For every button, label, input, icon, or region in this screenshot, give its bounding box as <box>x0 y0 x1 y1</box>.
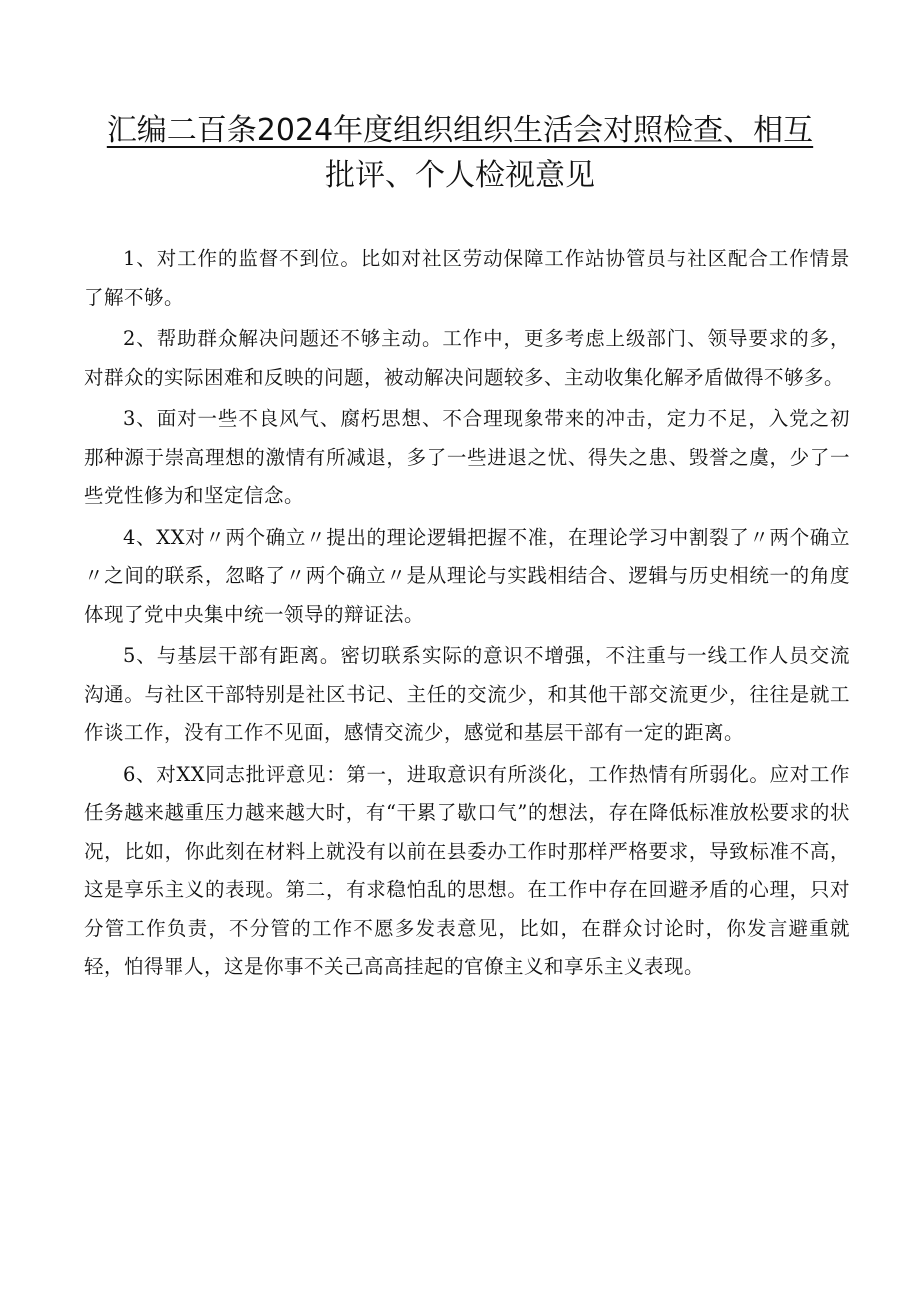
paragraph-1: 1、对工作的监督不到位。比如对社区劳动保障工作站协管员与社区配合工作情景了解不够。 <box>84 247 850 309</box>
paragraph-6: 6、对XX同志批评意见：第一，进取意识有所淡化，工作热情有所弱化。应对工作任务越来越重压力越来越大时，有“干累了歇口气”的想法，存在降低标准放松要求的状况，比如，你此刻在材料上就没有以前在县委办工作时那样严格要求，导致标准不高，这是享乐主义的表现。第二，有求稳怕乱的思想。在工作中存在回避矛盾的心理，只对分管工作负责，不分管的工作不愿多发表意见，比如，在群众讨论时，你发言避重就轻，怕得罪人，这是你事不关己高高挂起的官僚主义和享乐主义表现。 <box>84 762 850 978</box>
paragraph-4: 4、XX对〃两个确立〃提出的理论逻辑把握不准，在理论学习中割裂了〃两个确立〃之间的联系，忽略了〃两个确立〃是从理论与实践相结合、逻辑与历史相统一的角度体现了党中央集中统一领导的辩证法。 <box>84 525 850 626</box>
paragraph-3: 3、面对一些不良风气、腐朽思想、不合理现象带来的冲击，定力不足，入党之初那种源于崇高理想的激情有所减退，多了一些进退之忧、得失之患、毁誉之虞，少了一些党性修为和坚定信念。 <box>84 407 850 507</box>
document-title-line-2: 批评、个人检视意见 <box>325 158 595 193</box>
paragraph-2: 2、帮助群众解决问题还不够主动。工作中，更多考虑上级部门、领导要求的多，对群众的实际困难和反映的问题，被动解决问题较多、主动收集化解矛盾做得不够多。 <box>84 327 850 389</box>
document-body <box>84 240 850 990</box>
document-title-line-1: 汇编二百条2024年度组织组织生活会对照检查、相互 <box>106 113 814 148</box>
paragraph-5: 5、与基层干部有距离。密切联系实际的意识不增强，不注重与一线工作人员交流沟通。与社区干部特别是社区书记、主任的交流少，和其他干部交流更少，往往是就工作谈工作，没有工作不见面，感情交流少，感觉和基层干部有一定的距离。 <box>84 644 850 744</box>
